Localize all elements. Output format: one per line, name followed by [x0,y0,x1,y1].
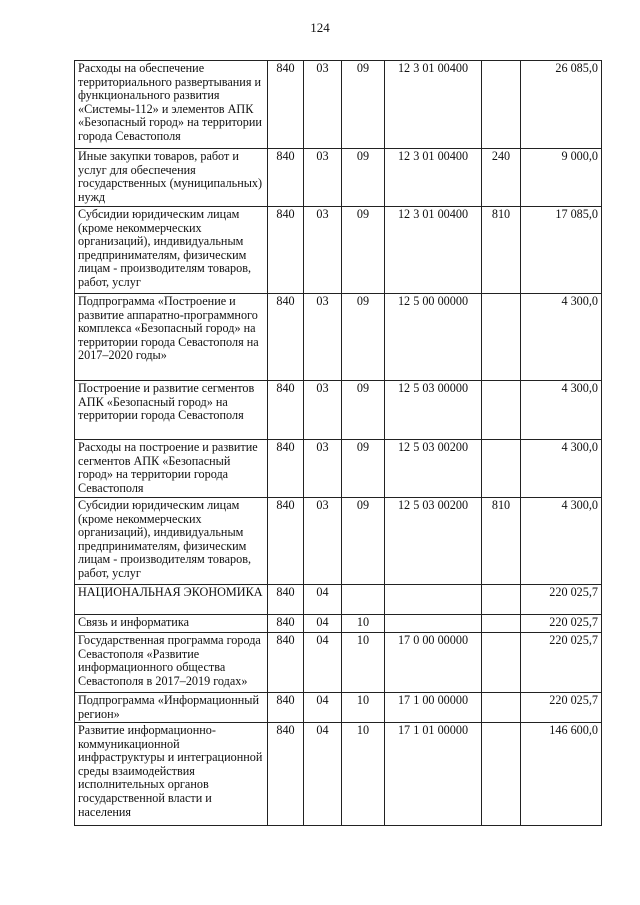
table-row [75,381,602,440]
target-code-cell: 12 5 03 00200 [385,498,482,585]
budget-table [74,60,602,826]
subsection-code-cell: 09 [342,149,385,207]
row-name-cell: Расходы на обеспечение территориального развертывания и функционального развития «Системы-112» и элементов АПК «Безопасный город» на территории города Севастополя [75,61,268,149]
row-name-cell: Расходы на построение и развитие сегментов АПК «Безопасный город» на территории города Севастополя [75,440,268,498]
section-code-cell: 04 [304,633,342,693]
expense-type-cell [482,294,521,381]
section-code-cell: 03 [304,381,342,440]
section-code-cell: 03 [304,61,342,149]
row-name-cell: Субсидии юридическим лицам (кроме некоммерческих организаций), индивидуальным предпринимателям, физическим лицам - производителям товаров, работ, услуг [75,207,268,294]
ministry-code-cell: 840 [268,693,304,723]
target-code-cell: 12 5 03 00000 [385,381,482,440]
section-code-cell: 04 [304,693,342,723]
row-name-cell: Подпрограмма «Информационный регион» [75,693,268,723]
subsection-code-cell: 09 [342,498,385,585]
target-code-cell: 12 5 03 00200 [385,440,482,498]
amount-cell: 4 300,0 [521,498,602,585]
target-code-cell: 12 3 01 00400 [385,149,482,207]
amount-cell: 220 025,7 [521,633,602,693]
target-code-cell [385,615,482,633]
amount-cell: 4 300,0 [521,440,602,498]
subsection-code-cell: 10 [342,633,385,693]
ministry-code-cell: 840 [268,633,304,693]
ministry-code-cell: 840 [268,615,304,633]
subsection-code-cell: 10 [342,723,385,826]
expense-type-cell [482,615,521,633]
section-code-cell: 04 [304,615,342,633]
page-number: 124 [310,20,330,35]
target-code-cell: 17 1 01 00000 [385,723,482,826]
amount-cell: 220 025,7 [521,693,602,723]
subsection-code-cell: 09 [342,207,385,294]
ministry-code-cell: 840 [268,294,304,381]
target-code-cell: 12 3 01 00400 [385,207,482,294]
table-row [75,149,602,207]
ministry-code-cell: 840 [268,207,304,294]
row-name-cell: Субсидии юридическим лицам (кроме некоммерческих организаций), индивидуальным предпринимателям, физическим лицам - производителям товаров, работ, услуг [75,498,268,585]
ministry-code-cell: 840 [268,381,304,440]
subsection-code-cell: 10 [342,693,385,723]
amount-cell: 4 300,0 [521,381,602,440]
expense-type-cell [482,693,521,723]
section-code-cell: 04 [304,723,342,826]
ministry-code-cell: 840 [268,585,304,615]
expense-type-cell [482,585,521,615]
table-row [75,693,602,723]
row-name-cell: Развитие информационно-коммуникационной инфраструктуры и интеграционной среды взаимодействия исполнительных органов государственной власти и населения [75,723,268,826]
expense-type-cell: 240 [482,149,521,207]
expense-type-cell [482,633,521,693]
subsection-code-cell: 09 [342,440,385,498]
subsection-code-cell [342,585,385,615]
ministry-code-cell: 840 [268,498,304,585]
table-row [75,585,602,615]
expense-type-cell [482,61,521,149]
target-code-cell: 12 5 00 00000 [385,294,482,381]
expense-type-cell: 810 [482,207,521,294]
amount-cell: 220 025,7 [521,585,602,615]
amount-cell: 4 300,0 [521,294,602,381]
section-code-cell: 03 [304,498,342,585]
expense-type-cell [482,723,521,826]
table-row [75,294,602,381]
table-row [75,440,602,498]
target-code-cell [385,585,482,615]
section-code-cell: 03 [304,440,342,498]
section-code-cell: 03 [304,207,342,294]
subsection-code-cell: 09 [342,294,385,381]
amount-cell: 17 085,0 [521,207,602,294]
ministry-code-cell: 840 [268,723,304,826]
row-name-cell: Подпрограмма «Построение и развитие аппаратно-программного комплекса «Безопасный город» на территории города Севастополя на 2017–2020 годы» [75,294,268,381]
table-row [75,498,602,585]
amount-cell: 26 085,0 [521,61,602,149]
ministry-code-cell: 840 [268,149,304,207]
row-name-cell: НАЦИОНАЛЬНАЯ ЭКОНОМИКА [75,585,268,615]
table-row [75,723,602,826]
subsection-code-cell: 09 [342,61,385,149]
section-code-cell: 03 [304,294,342,381]
row-name-cell: Связь и информатика [75,615,268,633]
expense-type-cell [482,381,521,440]
target-code-cell: 17 1 00 00000 [385,693,482,723]
amount-cell: 146 600,0 [521,723,602,826]
expense-type-cell: 810 [482,498,521,585]
row-name-cell: Построение и развитие сегментов АПК «Безопасный город» на территории города Севастополя [75,381,268,440]
subsection-code-cell: 09 [342,381,385,440]
target-code-cell: 12 3 01 00400 [385,61,482,149]
row-name-cell: Иные закупки товаров, работ и услуг для обеспечения государственных (муниципальных) нужд [75,149,268,207]
section-code-cell: 03 [304,149,342,207]
section-code-cell: 04 [304,585,342,615]
amount-cell: 220 025,7 [521,615,602,633]
table-row [75,633,602,693]
ministry-code-cell: 840 [268,61,304,149]
ministry-code-cell: 840 [268,440,304,498]
expense-type-cell [482,440,521,498]
table-row [75,615,602,633]
row-name-cell: Государственная программа города Севастополя «Развитие информационного общества Севастополя в 2017–2019 годах» [75,633,268,693]
table-row [75,61,602,149]
amount-cell: 9 000,0 [521,149,602,207]
target-code-cell: 17 0 00 00000 [385,633,482,693]
subsection-code-cell: 10 [342,615,385,633]
table-row [75,207,602,294]
